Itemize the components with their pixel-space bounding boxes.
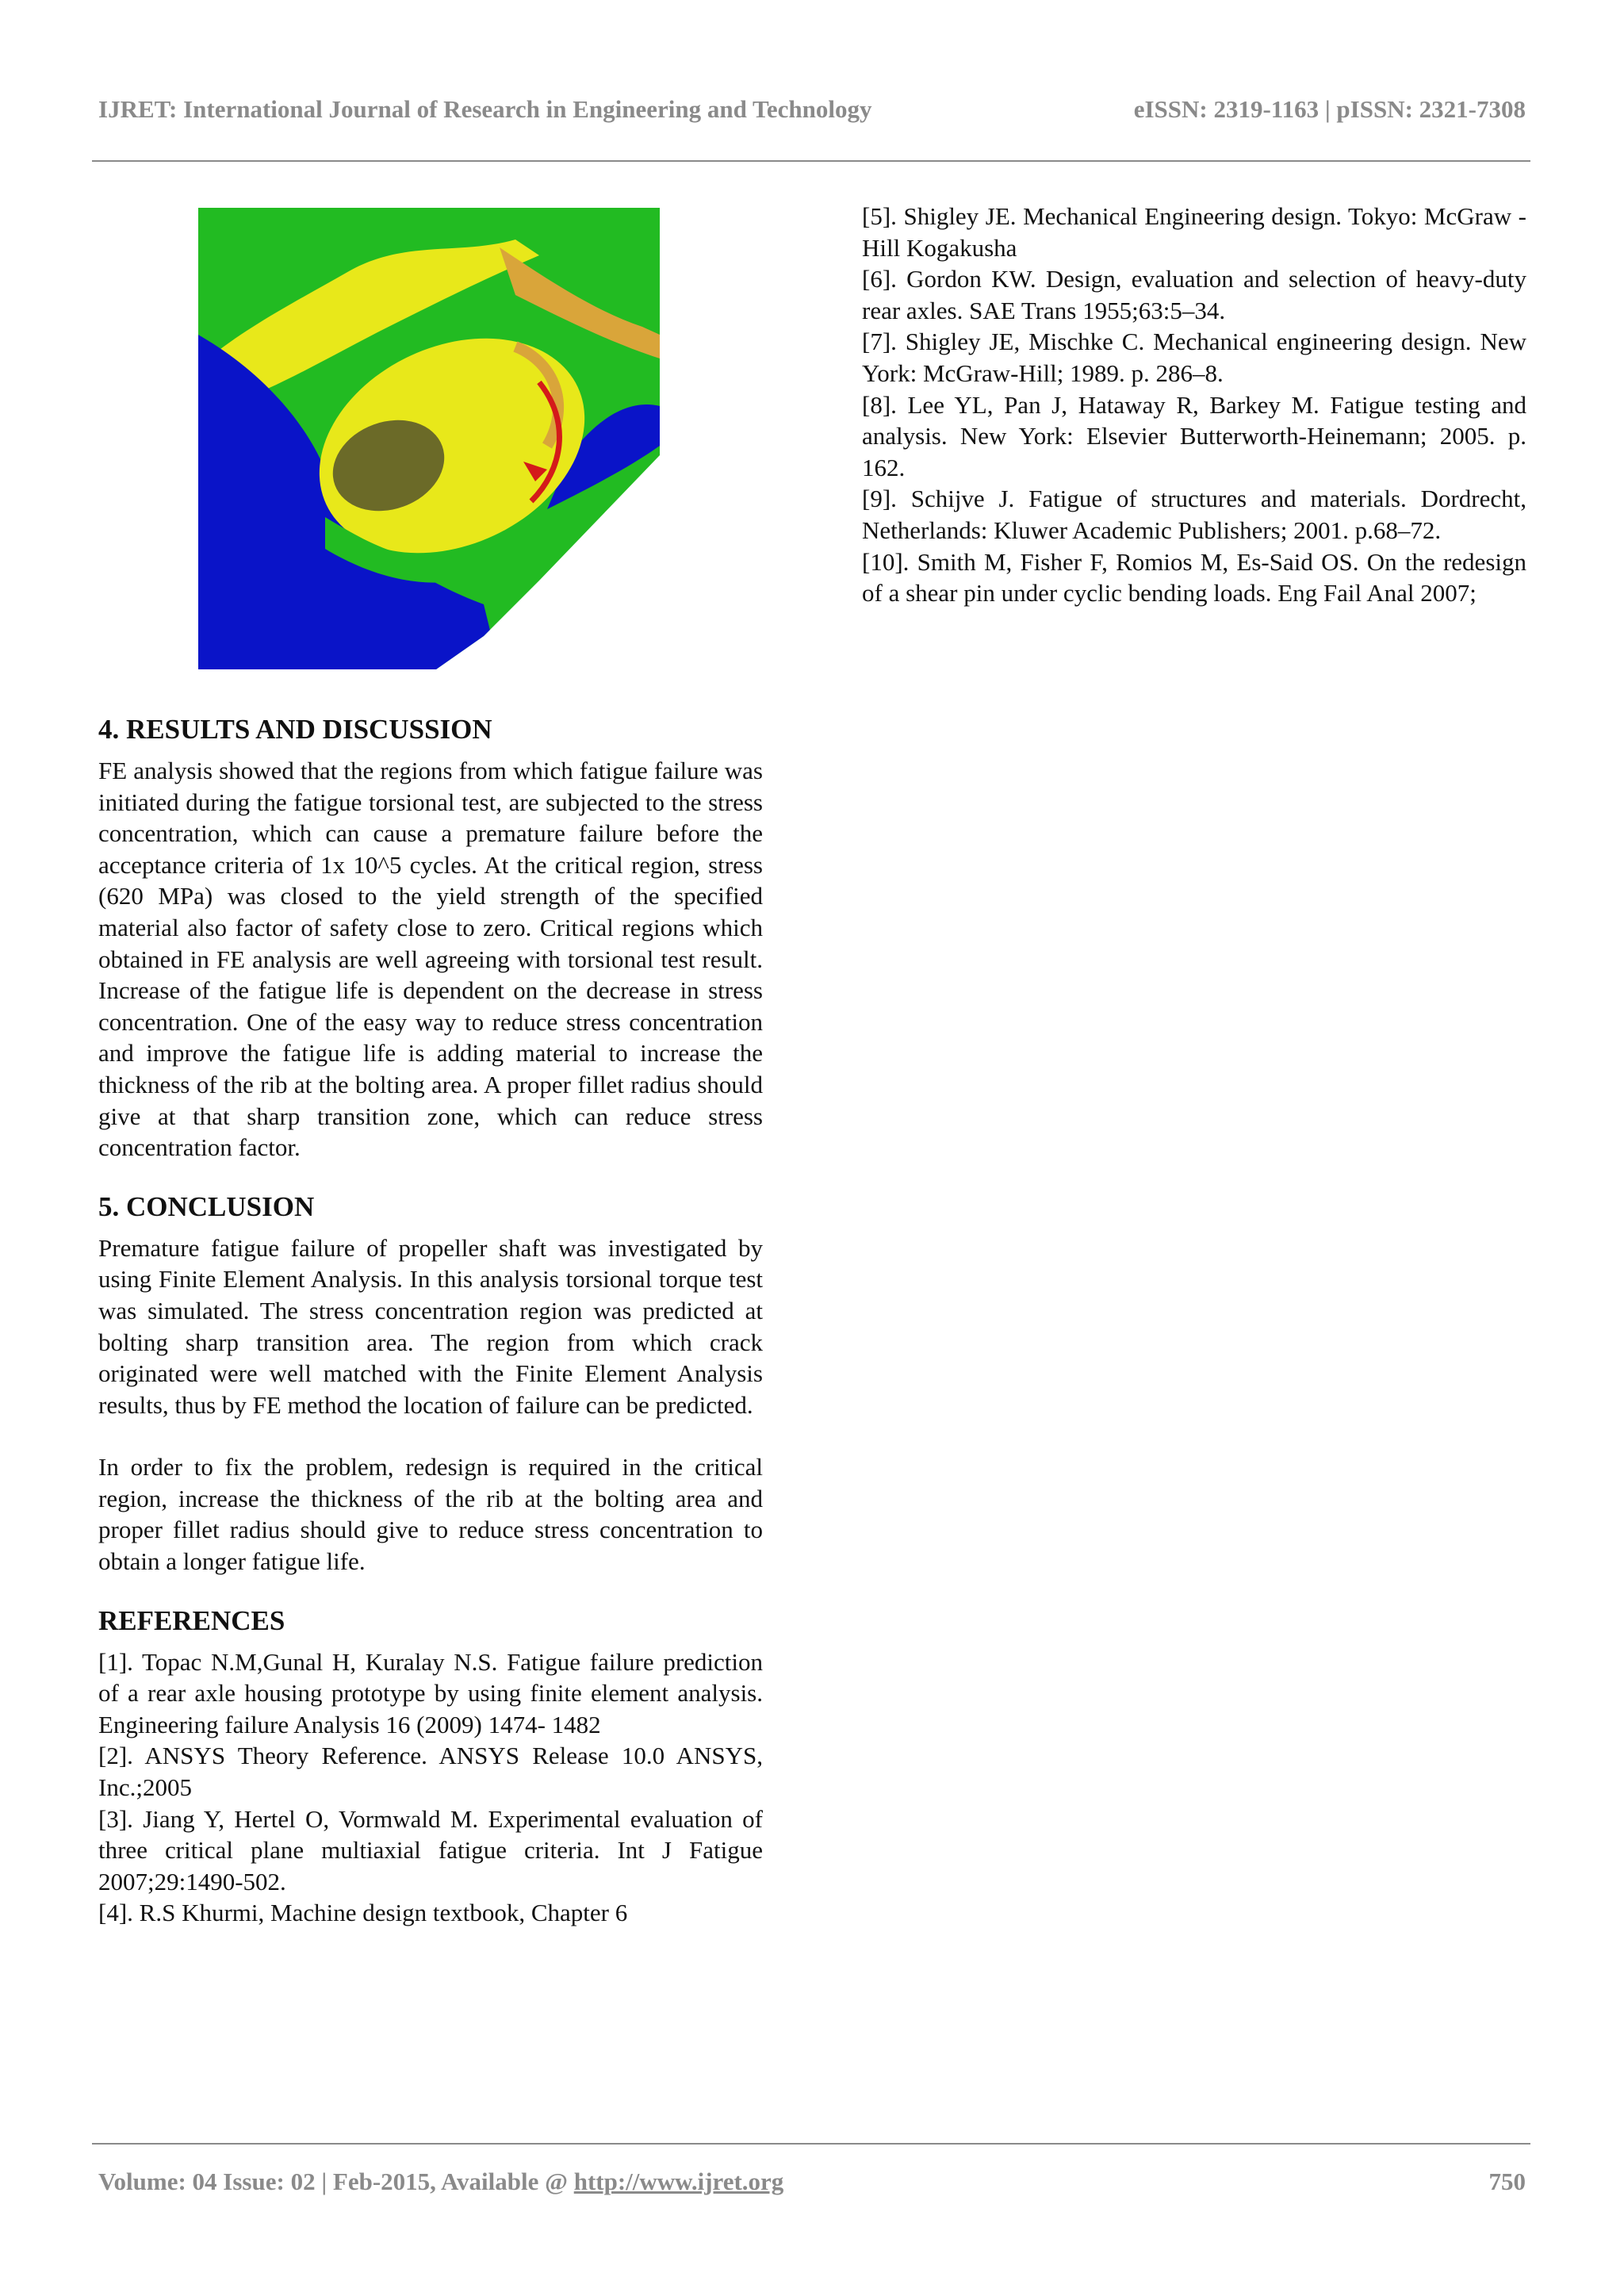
reference-item: [2]. ANSYS Theory Reference. ANSYS Release 10.0 ANSYS, Inc.;2005 (98, 1742, 763, 1802)
reference-item: [3]. Jiang Y, Hertel O, Vormwald M. Experimental evaluation of three critical plane multiaxial fatigue criteria. Int J Fatigue 2007;29:1490-502. (98, 1804, 763, 1895)
header-divider (92, 160, 1530, 162)
right-column (862, 201, 1526, 609)
reference-item: [5]. Shigley JE. Mechanical Engineering design. Tokyo: McGraw -Hill Kogakusha (862, 202, 1526, 262)
page-number: 750 (1488, 2168, 1526, 2195)
footer-divider (92, 2143, 1530, 2145)
footer-volume-info (98, 2168, 783, 2196)
left-column (98, 712, 763, 1929)
references-heading: REFERENCES (98, 1604, 285, 1636)
footer-volume-text: Volume: 04 Issue: 02 | Feb-2015, Available @ (98, 2168, 574, 2195)
journal-title: IJRET: International Journal of Research in Engineering and Technology (98, 95, 872, 123)
reference-item: [1]. Topac N.M,Gunal H, Kuralay N.S. Fatigue failure prediction of a rear axle housing prototype by using finite element analysis. Engineering failure Analysis 16 (2009) 1474- 1482 (98, 1647, 763, 1738)
results-heading: 4. RESULTS AND DISCUSSION (98, 714, 492, 745)
results-paragraph: FE analysis showed that the regions from which fatigue failure was initiated during the fatigue torsional test, are subjected to the stress concentration, which can cause a premature failure before the acceptance criteria of 1x 10^5 cycles. At the critical region, stress (620 MPa) was closed to the yield strength of the specified material also factor of safety close to zero. Critical regions which obtained in FE analysis are well agreeing with torsional test result. Increase of the fatigue life is dependent on the decrease in stress concentration. One of the easy way to reduce stress concentration and improve the fatigue life is adding material to increase the thickness of the rib at the bolting area. A proper fillet radius should give at that sharp transition zone, which can reduce stress concentration factor. (98, 757, 763, 1162)
conclusion-paragraph-1: Premature fatigue failure of propeller shaft was investigated by using Finite Element Analysis. In this analysis torsional torque test was simulated. The stress concentration region was predicted at bolting sharp transition area. The region from which crack originated were well matched with the Finite Element Analysis results, thus by FE method the location of failure can be predicted. (98, 1233, 763, 1419)
reference-item: [7]. Shigley JE, Mischke C. Mechanical engineering design. New York: McGraw-Hill; 1989. p. 286–8. (862, 328, 1526, 387)
reference-item: [9]. Schijve J. Fatigue of structures and materials. Dordrecht, Netherlands: Kluwer Academic Publishers; 2001. p.68–72. (862, 485, 1526, 544)
conclusion-heading: 5. CONCLUSION (98, 1190, 315, 1222)
journal-url-link[interactable]: http://www.ijret.org (573, 2168, 784, 2195)
reference-item: [6]. Gordon KW. Design, evaluation and selection of heavy-duty rear axles. SAE Trans 1955;63:5–34. (862, 265, 1526, 324)
fe-stress-contour-figure (198, 208, 660, 669)
reference-item: [4]. R.S Khurmi, Machine design textbook, Chapter 6 (98, 1899, 628, 1927)
conclusion-paragraph-2: In order to fix the problem, redesign is required in the critical region, increase the thickness of the rib at the bolting area and proper fillet radius should give to reduce stress concentration to obtain a longer fatigue life. (98, 1453, 763, 1576)
issn-info: eISSN: 2319-1163 | pISSN: 2321-7308 (1133, 95, 1526, 123)
reference-item: [8]. Lee YL, Pan J, Hataway R, Barkey M. Fatigue testing and analysis. New York: Elsevier Butterworth-Heinemann; 2005. p. 162. (862, 390, 1526, 481)
reference-item: [10]. Smith M, Fisher F, Romios M, Es-Said OS. On the redesign of a shear pin under cyclic bending loads. Eng Fail Anal 2007; (862, 547, 1526, 608)
